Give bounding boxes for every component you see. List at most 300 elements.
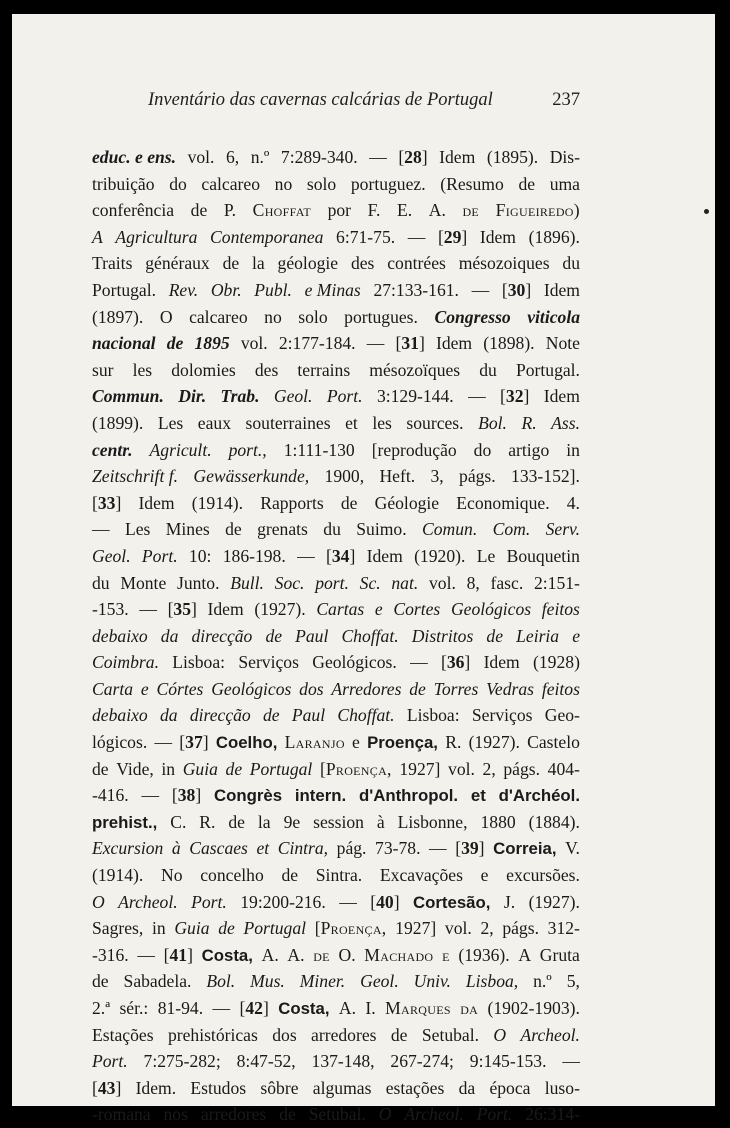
word <box>161 623 179 650</box>
word-part: dos <box>272 1024 297 1045</box>
word-part: 4. <box>566 492 580 513</box>
word <box>328 197 351 224</box>
word-part: — <box>339 891 357 912</box>
word-part: de <box>218 918 235 939</box>
word-part: O <box>92 891 105 912</box>
word-part: nacional <box>92 333 156 354</box>
word <box>486 676 534 703</box>
word <box>533 649 580 676</box>
word <box>406 410 463 437</box>
word-part: algumas <box>312 1077 372 1098</box>
word <box>272 1022 296 1049</box>
word <box>368 197 381 224</box>
word-part: Idem <box>435 333 473 354</box>
word-part: 1880 <box>480 811 516 832</box>
word <box>201 171 260 198</box>
word <box>375 596 383 623</box>
word-part: Agricult. <box>149 439 212 460</box>
word-part: Setubal. <box>421 1024 480 1045</box>
word-part: 267-274; <box>390 1051 454 1072</box>
margin-mark <box>704 209 709 214</box>
word-part: 8:47-52, <box>236 1051 296 1072</box>
word-part: [ <box>179 732 186 753</box>
word <box>429 835 447 862</box>
word <box>118 889 177 916</box>
word <box>367 543 403 570</box>
word-part: — <box>369 147 387 167</box>
word <box>201 1101 266 1128</box>
text-line <box>92 1075 580 1102</box>
word <box>279 1101 296 1128</box>
word-part: et <box>345 412 358 433</box>
word-part: ] <box>262 998 269 1018</box>
word <box>92 410 143 437</box>
word-part: da <box>460 998 479 1018</box>
word <box>372 437 457 464</box>
word-part: — <box>407 226 426 247</box>
word-part: des <box>254 359 279 380</box>
word-part: — <box>154 732 173 753</box>
word-part: — <box>212 998 231 1018</box>
word <box>238 649 299 676</box>
text-line <box>92 383 580 410</box>
word <box>166 516 210 543</box>
word <box>178 383 206 410</box>
word <box>480 915 493 942</box>
word-part: 37 <box>185 732 203 753</box>
word-part: A. <box>261 944 279 965</box>
word-part: Miner. <box>299 971 346 992</box>
word-part: e <box>374 599 383 620</box>
word <box>199 809 215 836</box>
word-part: dolomies <box>171 359 236 380</box>
word-part: 43 <box>97 1077 116 1098</box>
word <box>493 1022 506 1049</box>
word-part: luso- <box>544 1077 580 1098</box>
word-part: Junto. <box>176 572 220 593</box>
word-part: no <box>274 173 293 194</box>
word-part: Córtes <box>156 678 204 699</box>
word <box>507 543 580 570</box>
word-part: 33 <box>97 492 116 513</box>
word <box>124 968 192 995</box>
word-part: (1884). <box>528 811 580 832</box>
word-part: du <box>479 359 497 380</box>
word <box>172 649 225 676</box>
word-part: págs. <box>502 918 539 939</box>
word <box>92 729 147 756</box>
word-part: artigo <box>508 439 550 460</box>
word-part: n.º <box>250 147 270 167</box>
text-line <box>92 995 580 1022</box>
word-part: Sagres, <box>92 918 144 939</box>
word <box>213 995 231 1022</box>
word <box>154 729 172 756</box>
word <box>210 224 323 251</box>
word-part: Idem. <box>135 1077 177 1098</box>
word <box>508 437 549 464</box>
word <box>472 702 533 729</box>
word <box>287 942 304 969</box>
word <box>92 676 133 703</box>
word <box>279 330 356 357</box>
word <box>254 596 305 623</box>
word-part: (1899). <box>92 412 144 433</box>
word <box>192 490 243 517</box>
word <box>160 702 178 729</box>
word <box>493 516 531 543</box>
word <box>92 942 129 969</box>
word-part: de <box>228 811 245 832</box>
word <box>462 197 479 224</box>
word <box>260 490 324 517</box>
word-part: (1927). <box>528 891 580 912</box>
word-part: (1895). <box>486 147 539 167</box>
word-part: 35 <box>173 599 192 620</box>
word-part: les <box>132 359 153 380</box>
word-part: des <box>350 253 375 274</box>
word-part: Note <box>545 333 580 354</box>
word <box>246 410 331 437</box>
word <box>370 889 399 916</box>
word <box>458 942 509 969</box>
word <box>396 330 425 357</box>
word <box>478 410 507 437</box>
word <box>174 915 209 942</box>
word-part: Idem <box>439 147 476 167</box>
word <box>116 756 154 783</box>
word <box>171 357 236 384</box>
word <box>477 543 496 570</box>
word <box>356 516 406 543</box>
word <box>511 463 580 490</box>
word-part: feitos <box>541 599 580 620</box>
word <box>315 570 349 597</box>
word <box>551 410 580 437</box>
word-part: arredores <box>311 1024 377 1045</box>
word <box>145 250 209 277</box>
word <box>228 809 245 836</box>
word-part: contrées <box>387 253 446 274</box>
word-part: Choffat. <box>337 705 395 726</box>
word <box>404 1101 463 1128</box>
word-part: Rev. <box>168 279 199 300</box>
word-part: C. <box>170 811 187 832</box>
word-part: ] <box>478 838 485 859</box>
word-part: Idem <box>543 386 580 407</box>
word-part: Serviços <box>238 652 299 673</box>
word-part: 6:71-75. <box>336 226 396 247</box>
word <box>459 1075 476 1102</box>
word <box>466 968 518 995</box>
word-part: Port. <box>92 1051 128 1072</box>
word-part: da <box>160 625 179 646</box>
word <box>240 995 269 1022</box>
word-part: Costa, <box>201 945 253 965</box>
text-line <box>92 623 580 650</box>
word-part: — <box>366 333 385 354</box>
word-part: R. <box>445 732 462 753</box>
word <box>141 676 149 703</box>
word-part: grenats <box>257 519 308 540</box>
text-line <box>92 410 580 437</box>
word-part: (1897). <box>92 306 144 327</box>
word-part: Geológicos <box>211 678 292 699</box>
word-part: 5, <box>566 971 580 992</box>
word <box>341 490 358 517</box>
word-part: Serviços <box>471 705 533 726</box>
word-part: de <box>518 173 536 194</box>
word <box>379 463 415 490</box>
word <box>471 782 486 810</box>
word-part: Com. <box>492 519 531 540</box>
word <box>460 995 478 1022</box>
word-part: A <box>92 226 103 247</box>
word-part: 39 <box>461 838 479 859</box>
word-part: Les <box>157 412 184 433</box>
word-part: -316. <box>92 944 129 965</box>
word-part: de <box>409 678 426 699</box>
word-part: vol. <box>444 918 472 939</box>
word <box>278 250 339 277</box>
word <box>527 729 580 756</box>
word <box>158 410 183 437</box>
word <box>493 835 556 863</box>
word <box>253 197 311 224</box>
word <box>339 942 356 969</box>
word-part: (1896). <box>528 226 580 247</box>
word-part: Archeol. <box>404 1104 464 1125</box>
word-part: Port. <box>326 386 363 407</box>
word <box>323 516 341 543</box>
word-part: Port. <box>191 891 227 912</box>
word-part: Lisboa, <box>465 971 519 992</box>
word-part: 2:177-184. <box>278 333 356 354</box>
word-part: Distritos <box>411 625 474 646</box>
word <box>341 623 398 650</box>
word-part: direcção <box>191 625 253 646</box>
word <box>258 809 271 836</box>
word <box>264 304 282 331</box>
word-part: Suimo. <box>356 519 407 540</box>
word-part: terrains <box>297 359 351 380</box>
word-part: Geo- <box>544 705 580 726</box>
word <box>548 915 580 942</box>
word-part: Obr. <box>210 279 242 300</box>
word <box>369 144 387 171</box>
word <box>92 357 114 384</box>
word-part: e Minas <box>304 279 361 300</box>
word-part: Guia <box>174 918 210 939</box>
word-part: Archeol. <box>520 1024 580 1045</box>
word <box>429 197 446 224</box>
word <box>407 702 460 729</box>
word <box>216 729 278 757</box>
word-part: Archeol. <box>118 891 178 912</box>
word-part: [ <box>239 998 246 1018</box>
word-part: Lisboa: <box>172 652 226 673</box>
word <box>545 1075 580 1102</box>
word-part: du <box>562 253 580 274</box>
word-part: ] <box>523 386 530 407</box>
word-part: Economique. <box>456 492 550 513</box>
word-part: 7:275-282; <box>143 1051 221 1072</box>
word <box>320 756 392 783</box>
word-part: de <box>92 971 109 992</box>
word-part: les <box>372 412 392 433</box>
word <box>92 623 148 650</box>
word <box>191 197 208 224</box>
word <box>386 1075 445 1102</box>
word <box>313 1075 372 1102</box>
word-part: prehistóricas <box>167 1024 258 1045</box>
word-part: Cascaes <box>189 838 248 859</box>
word-part: 404- <box>547 758 580 779</box>
word-part: J. <box>503 891 516 912</box>
text-line <box>92 756 580 783</box>
word-part: Zeitschrift f. <box>92 466 179 487</box>
word-part: Portugal. <box>92 279 157 300</box>
word-part: (1920). <box>414 545 466 566</box>
word-part: de <box>279 1104 296 1125</box>
word-part: [ <box>370 891 377 912</box>
word <box>546 330 580 357</box>
word-part: estações <box>385 1077 445 1098</box>
word-part: — <box>562 1051 580 1072</box>
word-part: (1898). <box>483 333 535 354</box>
word <box>339 889 357 916</box>
word <box>230 570 264 597</box>
word-part: de <box>486 625 504 646</box>
word-part: Le <box>476 545 496 566</box>
word <box>198 410 231 437</box>
text-line <box>92 809 580 836</box>
word <box>256 835 269 862</box>
word-part: 36 <box>446 652 465 673</box>
word-part: E. <box>396 200 413 221</box>
word-part: Figueiredo) <box>495 200 580 221</box>
word-part: I. <box>365 998 376 1018</box>
word <box>483 330 534 357</box>
word <box>429 570 456 597</box>
word <box>550 171 580 198</box>
word <box>194 330 229 357</box>
word-part: centr. <box>92 439 133 460</box>
word-part: Lisboa: <box>406 705 460 726</box>
word-part: da <box>458 1077 476 1098</box>
word <box>183 756 218 783</box>
word-part: de <box>281 865 299 886</box>
word <box>380 862 463 889</box>
word-part: Idem <box>207 599 244 620</box>
word-part: Coimbra. <box>92 652 159 673</box>
word-part: V. <box>565 838 580 859</box>
text-line <box>92 490 580 517</box>
word-part: vol. <box>448 758 475 779</box>
word <box>191 623 252 650</box>
word <box>546 516 580 543</box>
word-part: direcção <box>189 705 251 726</box>
word-part: Gruta <box>539 944 580 965</box>
text-line <box>92 889 580 916</box>
word-part: Ass. <box>551 412 580 433</box>
word <box>529 224 580 251</box>
word-part: sources. <box>406 412 464 433</box>
word <box>295 623 328 650</box>
word-part: Port. <box>141 545 178 566</box>
text-line <box>92 729 580 756</box>
word <box>298 304 327 331</box>
word <box>527 304 580 331</box>
word-part: port. <box>315 572 349 593</box>
text-line <box>92 437 580 464</box>
word-part: — <box>137 944 155 965</box>
word <box>562 1048 580 1075</box>
word-part: in <box>161 758 176 779</box>
word <box>373 277 459 304</box>
word-part: Costa, <box>278 999 330 1018</box>
word <box>398 809 468 836</box>
word <box>158 995 203 1022</box>
word <box>281 144 358 171</box>
word <box>275 171 293 198</box>
book-page <box>12 14 715 1125</box>
word-part: P. <box>223 200 237 221</box>
text-line <box>92 277 580 304</box>
word-part: Idem <box>543 279 580 300</box>
word-part: Port. <box>476 1104 513 1125</box>
word <box>352 729 360 756</box>
word-part: e <box>352 732 360 753</box>
word-part: Vedras <box>486 678 535 699</box>
word-part: sur <box>92 359 114 380</box>
word-part: de <box>263 705 280 726</box>
word <box>92 304 143 331</box>
word-part: Bol. <box>478 412 507 433</box>
word <box>430 463 443 490</box>
word <box>172 835 181 862</box>
word <box>92 1101 151 1128</box>
word <box>206 968 235 995</box>
word-part: Excursion <box>92 838 164 859</box>
word-part: calcareo <box>189 306 248 327</box>
word-part: Mus. <box>250 971 285 992</box>
word-part: solo <box>298 306 328 327</box>
word-part: — <box>139 599 157 620</box>
word-part: Congresso <box>434 306 511 327</box>
word-part: — <box>429 838 447 859</box>
word <box>504 889 515 916</box>
word <box>240 889 326 916</box>
word <box>300 968 345 995</box>
word-part: Rapports <box>260 492 324 513</box>
word <box>263 702 280 729</box>
word-part: [ <box>167 599 174 620</box>
word <box>483 756 496 783</box>
word-part: Marques <box>385 998 451 1018</box>
word-part: portuguez. <box>350 173 426 194</box>
word-part: O. <box>338 944 356 965</box>
word-part: ] <box>195 785 202 806</box>
word <box>265 623 282 650</box>
word <box>516 357 580 384</box>
word-part: [ <box>437 226 444 247</box>
word-part: intern. <box>294 786 347 806</box>
word <box>92 756 109 783</box>
word-part: Idem <box>483 652 520 673</box>
word-part: Publ. <box>254 279 292 300</box>
word <box>486 623 503 650</box>
